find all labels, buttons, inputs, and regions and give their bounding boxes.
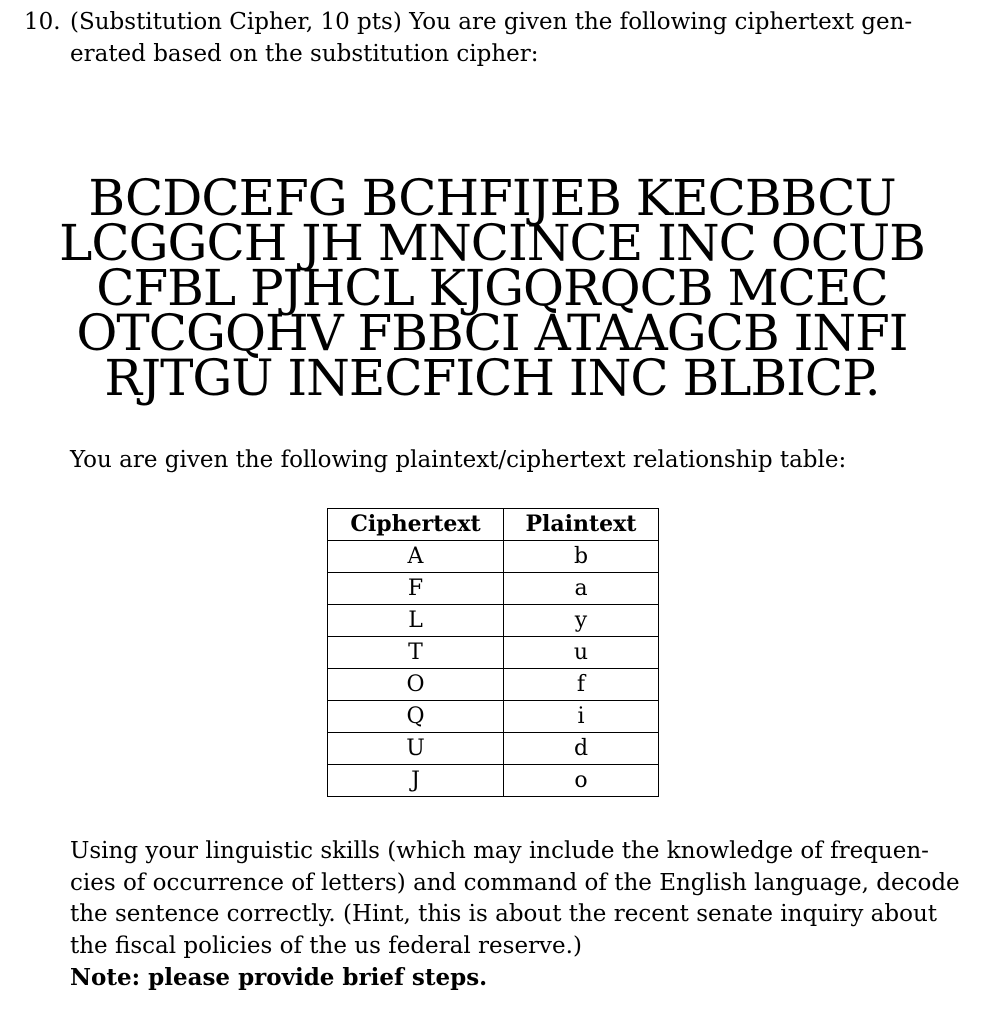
note: Note: please provide brief steps. (70, 964, 488, 991)
ciphertext-cell: Q (328, 701, 504, 733)
ciphertext-cell: U (328, 733, 504, 765)
ciphertext-cell: O (328, 669, 504, 701)
instructions-line: cies of occurrence of letters) and command of the English language, decode (70, 869, 960, 896)
table-row (328, 573, 659, 605)
table-row (328, 701, 659, 733)
table-row (328, 669, 659, 701)
ciphertext-cell: T (328, 637, 504, 669)
table-header-row (328, 509, 659, 541)
ciphertext-cell: F (328, 573, 504, 605)
problem-header-line: (Substitution Cipher, 10 pts) You are given the following ciphertext gen- (70, 9, 913, 35)
table-row (328, 637, 659, 669)
ciphertext-cell: J (328, 765, 504, 797)
table-row (328, 765, 659, 797)
instructions (70, 836, 960, 994)
ciphertext-block (58, 169, 926, 407)
plaintext-cell: a (504, 573, 659, 605)
ciphertext-cell: L (328, 605, 504, 637)
ciphertext-header: Ciphertext (328, 509, 504, 541)
ciphertext-cell: A (328, 541, 504, 573)
plaintext-cell: b (504, 541, 659, 573)
instructions-line: the sentence correctly. (Hint, this is about the recent senate inquiry about (70, 901, 938, 927)
problem-header (70, 6, 924, 70)
ciphertext-line: RJTGU INECFICH INC BLBICP. (104, 349, 880, 407)
ciphertext-line: LCGGCH JH MNCINCE INC OCUB (59, 214, 925, 272)
relationship-table (327, 508, 659, 797)
instructions-line: the fiscal policies of the us federal reserve.) (70, 932, 582, 959)
plaintext-cell: d (504, 733, 659, 765)
instructions-line: Using your linguistic skills (which may include the knowledge of frequen- (70, 838, 929, 864)
ciphertext-line: OTCGQHV FBBCI ATAAGCB INFI (76, 304, 908, 362)
problem-number: 10. (24, 9, 61, 35)
plaintext-cell: y (504, 605, 659, 637)
table-row (328, 605, 659, 637)
plaintext-cell: i (504, 701, 659, 733)
problem-statement (24, 6, 924, 70)
problem-header-line: erated based on the substitution cipher: (70, 41, 539, 67)
table-row (328, 733, 659, 765)
ciphertext-line: BCDCEFG BCHFIJEB KECBBCU (88, 169, 896, 227)
plaintext-cell: f (504, 669, 659, 701)
table-intro: You are given the following plaintext/ciphertext relationship table: (70, 447, 847, 473)
table-row (328, 541, 659, 573)
plaintext-header: Plaintext (504, 509, 659, 541)
plaintext-cell: u (504, 637, 659, 669)
plaintext-cell: o (504, 765, 659, 797)
ciphertext-line: CFBL PJHCL KJGQRQCB MCEC (96, 259, 888, 317)
